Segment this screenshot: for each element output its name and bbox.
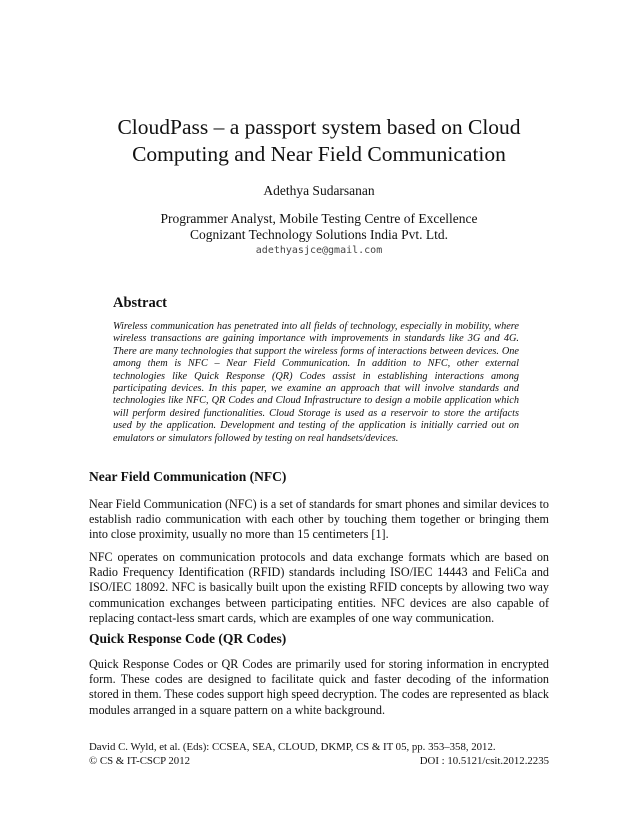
affiliation-block (0, 211, 638, 258)
nfc-paragraph-1: Near Field Communication (NFC) is a set of standards for smart phones and similar devices to establish radio communication with each other by touching them together or bringing them into close proximity, usually no more than 15 centimeters [1]. (89, 497, 549, 542)
qr-paragraph-1: Quick Response Codes or QR Codes are primarily used for storing information in encrypted form. These codes are designed to facilitate quick and faster decoding of the information stored in them. These codes support high speed decryption. The codes are represented as black modules arranged in a square pattern on a white background. (89, 657, 549, 717)
paper-title (60, 114, 578, 168)
title-line-1: CloudPass – a passport system based on Cloud (117, 115, 521, 139)
affiliation-line-1: Programmer Analyst, Mobile Testing Centre of Excellence (160, 211, 478, 226)
footer-copyright: © CS & IT-CSCP 2012 (89, 754, 191, 767)
page-footer (89, 741, 549, 768)
author-name: Adethya Sudarsanan (263, 183, 375, 198)
abstract-heading: Abstract (113, 295, 167, 311)
qr-section-heading: Quick Response Code (QR Codes) (89, 631, 287, 646)
footer-row (89, 755, 549, 769)
nfc-section-heading: Near Field Communication (NFC) (89, 469, 287, 484)
footer-doi[interactable]: DOI : 10.5121/csit.2012.2235 (419, 754, 549, 767)
abstract-text: Wireless communication has penetrated into all fields of technology, especially in mobility, where wireless transactions are gaining importance with improvements in standards like 3G and 4G. There are many technologies that support the wireless forms of interactions between devices. One among them is NFC – Near Field Communication. In addition to NFC, other external technologies like Quick Response (QR) Codes assist in establishing interactions among participating devices. In this paper, we examine an approach that will involve standards and technologies like NFC, QR Codes and Cloud Infrastructure to design a mobile application which will perform desired functionalities. Cloud Storage is used as a reservoir to store the artifacts used by the application. Development and testing of the application is initially carried out on emulators or simulators followed by testing on real handsets/devices. (113, 321, 519, 444)
footer-citation: David C. Wyld, et al. (Eds): CCSEA, SEA, CLOUD, DKMP, CS & IT 05, pp. 353–358, 2012. (89, 741, 496, 753)
title-line-2: Computing and Near Field Communication (132, 142, 506, 166)
nfc-paragraph-2: NFC operates on communication protocols and data exchange formats which are based on Radio Frequency Identification (RFID) standards including ISO/IEC 14443 and FeliCa and ISO/IEC 18092. NFC is basically built upon the existing RFID concepts by allowing two way communication exchanges between participating entities. NFC devices are also capable of replacing contact-less smart cards, which are examples of one way communication. (89, 550, 549, 625)
author-email[interactable]: adethyasjce@gmail.com (255, 245, 383, 256)
affiliation-line-2: Cognizant Technology Solutions India Pvt. Ltd. (190, 227, 448, 242)
